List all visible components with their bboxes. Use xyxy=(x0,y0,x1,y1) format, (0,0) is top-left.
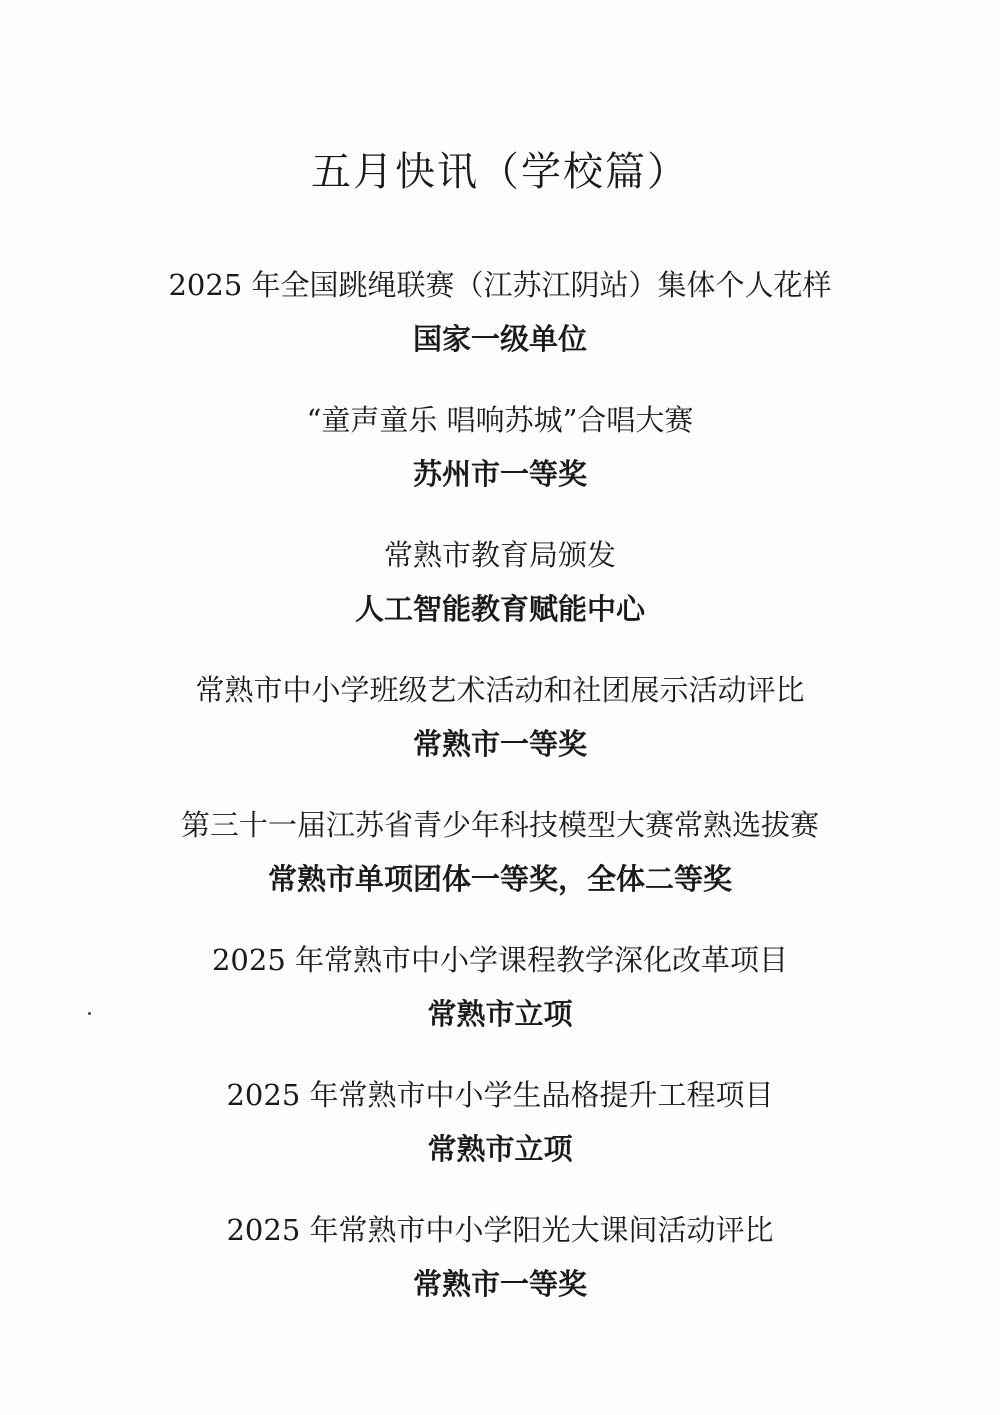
list-item xyxy=(0,670,1000,805)
list-item xyxy=(0,1210,1000,1345)
entry-name: 2025 年常熟市中小学课程教学深化改革项目 xyxy=(211,943,789,977)
entry-award: 常熟市立项 xyxy=(427,997,573,1031)
entry-name: 2025 年全国跳绳联赛（江苏江阴站）集体个人花样 xyxy=(168,268,832,302)
entry-name: 2025 年常熟市中小学生品格提升工程项目 xyxy=(226,1078,774,1112)
page-title: 五月快讯（学校篇） xyxy=(311,149,689,195)
entry-award: 苏州市一等奖 xyxy=(412,457,587,491)
list-item xyxy=(0,1075,1000,1210)
entry-award: 常熟市一等奖 xyxy=(412,727,587,761)
entry-name: 常熟市教育局颁发 xyxy=(383,538,616,572)
list-item xyxy=(0,400,1000,535)
list-item xyxy=(0,805,1000,940)
list-item xyxy=(0,535,1000,670)
entry-award: 国家一级单位 xyxy=(412,322,587,356)
news-list xyxy=(0,265,1000,1345)
list-item xyxy=(0,265,1000,400)
entry-name: “童声童乐 唱响苏城”合唱大赛 xyxy=(306,403,694,437)
entry-name: 第三十一届江苏省青少年科技模型大赛常熟选拔赛 xyxy=(180,808,819,842)
entry-name: 常熟市中小学班级艺术活动和社团展示活动评比 xyxy=(195,673,805,707)
entry-award: 常熟市一等奖 xyxy=(412,1267,587,1301)
entry-award: 人工智能教育赋能中心 xyxy=(354,592,645,626)
entry-award: 常熟市立项 xyxy=(427,1132,573,1166)
entry-name: 2025 年常熟市中小学阳光大课间活动评比 xyxy=(226,1213,774,1247)
scan-speck xyxy=(88,1012,91,1015)
list-item xyxy=(0,940,1000,1075)
entry-award: 常熟市单项团体一等奖，全体二等奖 xyxy=(267,862,732,896)
